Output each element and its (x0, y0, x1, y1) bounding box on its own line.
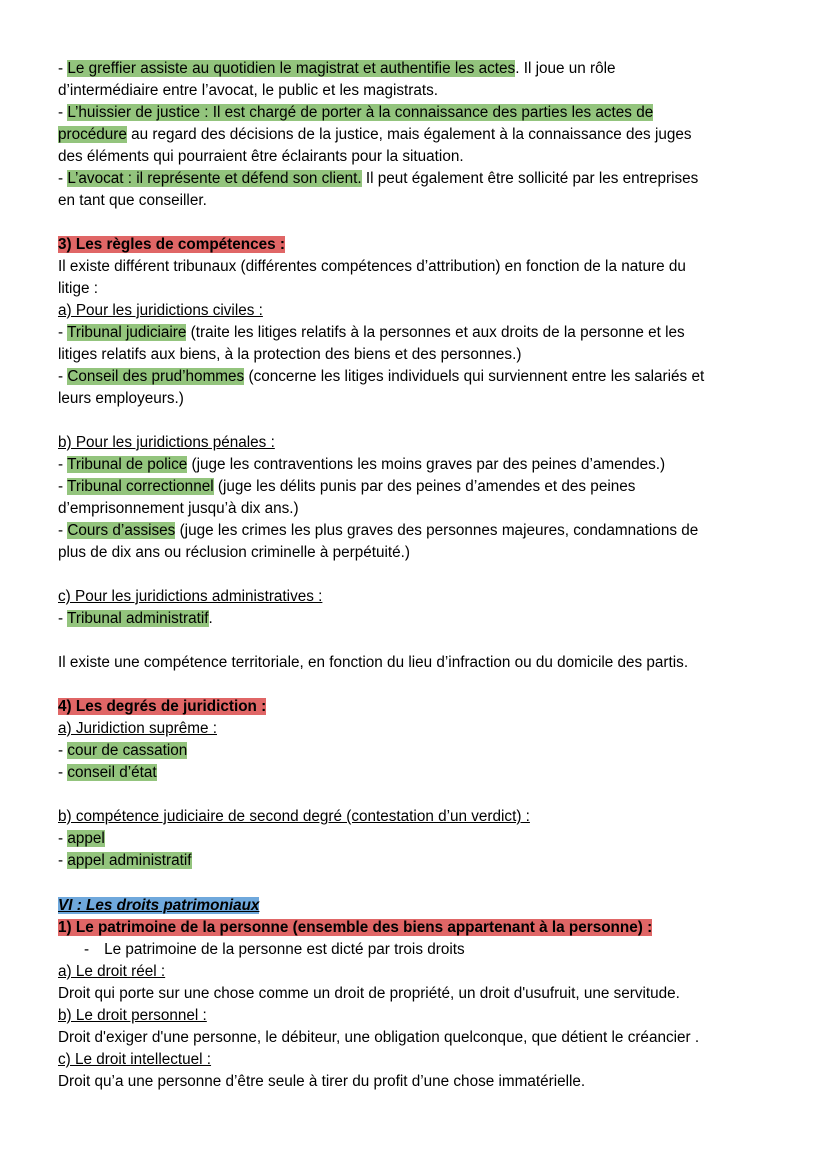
competence-territoriale: Il existe une compétence territoriale, en fonction du lieu d’infraction ou du domicile des partis. (58, 654, 689, 671)
avocat-line-2: en tant que conseiller. (58, 192, 207, 209)
droit-reel-text: Droit qui porte sur une chose comme un droit de propriété, un droit d'usufruit, une servitude. (58, 985, 680, 1002)
avocat-highlight: L’avocat : il représente et défend son client. (67, 170, 362, 187)
patrimoine-heading: 1) Le patrimoine de la personne (ensemble des biens appartenant à la personne) : (58, 919, 653, 936)
supreme-title: a) Juridiction suprême : (58, 720, 217, 737)
competences-intro-2: litige : (58, 280, 98, 297)
greffier-line-2: d’intermédiaire entre l’avocat, le public et les magistrats. (58, 82, 439, 99)
appel-line: - appel (58, 830, 105, 847)
droit-reel-title: a) Le droit réel : (58, 963, 166, 980)
prudhommes-line: - Conseil des prud’hommes (concerne les litiges individuels qui surviennent entre les salariés et (58, 368, 705, 385)
civiles-title: a) Pour les juridictions civiles : (58, 302, 263, 319)
administratives-title: c) Pour les juridictions administratives : (58, 588, 323, 605)
prudhommes-line-2: leurs employeurs.) (58, 390, 184, 407)
tribunal-judiciaire-line: - Tribunal judiciaire (traite les litiges relatifs à la personnes et aux droits de la personne et les (58, 324, 685, 341)
droit-personnel-title: b) Le droit personnel : (58, 1007, 207, 1024)
procedure-highlight: procédure (58, 126, 127, 143)
degres-heading: 4) Les degrés de juridiction : (58, 698, 267, 715)
patrimoine-bullet: - Le patrimoine de la personne est dicté par trois droits (84, 941, 465, 958)
huissier-line-2: procédure au regard des décisions de la justice, mais également à la connaissance des juges (58, 126, 692, 143)
police-line: - Tribunal de police (juge les contraventions les moins graves par des peines d’amendes.) (58, 456, 666, 473)
huissier-highlight: L’huissier de justice : Il est chargé de porter à la connaissance des parties les actes de (67, 104, 654, 121)
penales-title: b) Pour les juridictions pénales : (58, 434, 275, 451)
cassation-line: - cour de cassation (58, 742, 188, 759)
avocat-line: - L’avocat : il représente et défend son client. Il peut également être sollicité par les entreprises (58, 170, 699, 187)
droit-personnel-text: Droit d'exiger d'une personne, le débiteur, une obligation quelconque, que détient le créancier . (58, 1029, 700, 1046)
greffier-line: - Le greffier assiste au quotidien le magistrat et authentifie les actes. Il joue un rôle (58, 60, 616, 77)
correctionnel-line-2: d’emprisonnement jusqu’à dix ans.) (58, 500, 299, 517)
droit-intellectuel-title: c) Le droit intellectuel : (58, 1051, 212, 1068)
correctionnel-line: - Tribunal correctionnel (juge les délits punis par des peines d’amendes et des peines (58, 478, 636, 495)
conseil-etat-line: - conseil d’état (58, 764, 157, 781)
bullet-marker: - (84, 941, 90, 958)
huissier-line-3: des éléments qui pourraient être éclairants pour la situation. (58, 148, 464, 165)
section-title: VI : Les droits patrimoniaux (58, 897, 260, 914)
second-degre-title: b) compétence judiciaire de second degré (contestation d’un verdict) : (58, 808, 530, 825)
assises-line-2: plus de dix ans ou réclusion criminelle à perpétuité.) (58, 544, 411, 561)
tribunal-administratif-line: - Tribunal administratif. (58, 610, 213, 627)
competences-heading: 3) Les règles de compétences : (58, 236, 285, 253)
appel-administratif-line: - appel administratif (58, 852, 192, 869)
assises-line: - Cours d’assises (juge les crimes les plus graves des personnes majeures, condamnations de (58, 522, 699, 539)
greffier-highlight: Le greffier assiste au quotidien le magistrat et authentifie les actes (67, 60, 516, 77)
droit-intellectuel-text: Droit qu’a une personne d’être seule à tirer du profit d’une chose immatérielle. (58, 1073, 586, 1090)
competences-intro: Il existe différent tribunaux (différentes compétences d’attribution) en fonction de la nature du (58, 258, 686, 275)
huissier-line: - L’huissier de justice : Il est chargé de porter à la connaissance des parties les actes de (58, 104, 654, 121)
tribunal-judiciaire-line-2: litiges relatifs aux biens, à la protection des biens et des personnes.) (58, 346, 522, 363)
